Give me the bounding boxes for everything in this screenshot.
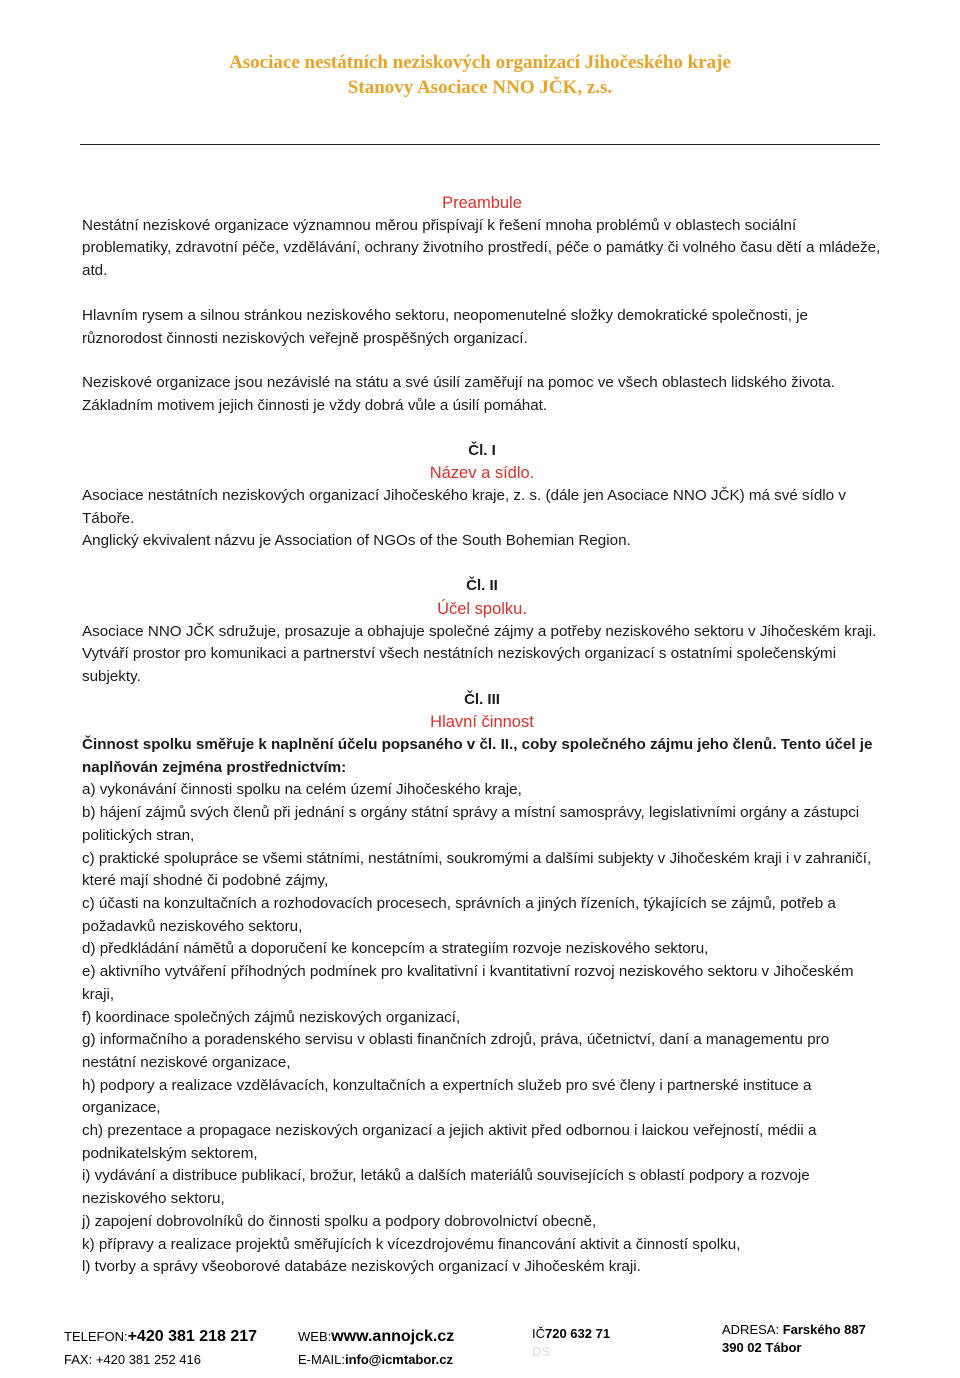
document-footer	[0, 1322, 960, 1378]
header-divider	[80, 144, 880, 145]
footer-fax	[64, 1352, 201, 1367]
preamble-title: Preambule	[442, 194, 522, 212]
preamble-paragraph-2: Hlavním rysem a silnou stránkou neziskového sektoru, neopomenutelné složky demokratické společnosti, je různorodost činnosti neziskových veřejně prospěšných organizací.	[82, 306, 808, 347]
footer-web-label: WEB:	[298, 1329, 332, 1344]
footer-email-link[interactable]: info@icmtabor.cz	[344, 1352, 453, 1367]
footer-phone	[64, 1328, 257, 1346]
footer-email-label: E-MAIL:	[298, 1352, 345, 1367]
footer-phone-value: +420 381 218 217	[127, 1328, 258, 1345]
preamble-paragraph-3: Neziskové organizace jsou nezávislé na státu a své úsilí zaměřují na pomoc ve všech oblastech lidského života. Základním motivem jejich činnosti je vždy dobrá vůle a úsilí pomáhat.	[82, 374, 836, 414]
article-3-number: Čl. III	[464, 690, 500, 708]
article-3-title: Hlavní činnost	[430, 713, 534, 732]
footer-web-link[interactable]: www.annojck.cz	[331, 1328, 455, 1345]
list-item: c) účasti na konzultačních a rozhodovacích procesech, správních a jiných řízeních, týkajících se zájmů, potřeb a požadavků neziskového sektoru,	[82, 894, 836, 935]
article-1-paragraph-2: Anglický ekvivalent názvu je Association of NGOs of the South Bohemian Region.	[82, 532, 631, 550]
article-2-paragraph-1: Asociace NNO JČK sdružuje, prosazuje a obhajuje společné zájmy a potřeby neziskového sektoru v Jihočeském kraji. Vytváří prostor pro komunikaci a partnerství všech nestátních neziskových organizací s ostatními společenskými subjekty.	[82, 622, 877, 685]
list-item: k) přípravy a realizace projektů směřujících k vícezdrojovému financování aktivit a činností spolku,	[82, 1235, 741, 1253]
list-item: l) tvorby a správy všeoborové databáze neziskových organizací v Jihočeském kraji.	[82, 1258, 641, 1276]
footer-ic-label: IČ	[532, 1326, 545, 1341]
footer-ic-value: 720 632 71	[545, 1326, 611, 1341]
document-header	[0, 50, 960, 100]
list-item: i) vydávání a distribuce publikací, brožur, letáků a dalších materiálů souvisejících s oblastí podpory a rozvoje neziskového sektoru,	[82, 1167, 810, 1208]
footer-ds-label: DS	[532, 1344, 551, 1359]
article-1-title: Název a sídlo.	[429, 464, 535, 483]
footer-address-line-2: 390 02 Tábor	[722, 1340, 802, 1355]
list-item: ch) prezentace a propagace neziskových organizací a jejich aktivit před odbornou i laickou veřejností, médii a podnikatelským sektorem,	[82, 1122, 817, 1162]
header-organization-name: Asociace nestátních neziskových organizací Jihočeského kraje	[229, 52, 731, 73]
list-item: h) podpory a realizace vzdělávacích, konzultačních a expertních služeb pro své členy i partnerské instituce a organizace,	[82, 1076, 812, 1117]
list-item: d) předkládání námětů a doporučení ke koncepcím a strategiím rozvoje neziskového sektoru,	[82, 940, 709, 958]
footer-fax-value: +420 381 252 416	[95, 1352, 201, 1367]
footer-email	[298, 1352, 453, 1367]
footer-address-line-2-wrap	[722, 1340, 802, 1355]
list-item: c) praktické spolupráce se všemi státními, nestátními, soukromými a dalšími subjekty v Jihočeském kraji i v zahraničí, které mají shodné či podobné zájmy,	[82, 849, 872, 890]
article-1-paragraph-1: Asociace nestátních neziskových organizací Jihočeského kraje, z. s. (dále jen Asociace NNO JČK) má své sídlo v Táboře.	[82, 487, 846, 527]
footer-ds	[532, 1344, 550, 1359]
list-item: a) vykonávání činnosti spolku na celém území Jihočeského kraje,	[82, 781, 522, 799]
list-item: f) koordinace společných zájmů neziskových organizací,	[82, 1008, 461, 1026]
footer-ic	[532, 1326, 610, 1341]
article-2-number: Čl. II	[466, 577, 498, 595]
list-item: b) hájení zájmů svých členů při jednání s orgány státní správy a místní samosprávy, legislativními orgány a zástupci politických stran,	[82, 804, 860, 844]
header-document-title: Stanovy Asociace NNO JČK, z.s.	[347, 77, 613, 98]
footer-address-line-1: Farského 887	[782, 1322, 866, 1337]
footer-phone-label: TELEFON:	[64, 1329, 128, 1344]
list-item: e) aktivního vytváření příhodných podmínek pro kvalitativní i kvantitativní rozvoj neziskového sektoru v Jihočeském kraji,	[82, 963, 854, 1003]
footer-address-label: ADRESA:	[722, 1322, 780, 1337]
list-item: g) informačního a poradenského servisu v oblasti finančních zdrojů, práva, účetnictví, daní a managementu pro nestátní neziskové organizace,	[82, 1031, 830, 1071]
list-item: j) zapojení dobrovolníků do činnosti spolku a podpory dobrovolnictví obecně,	[82, 1212, 597, 1230]
document-body	[82, 192, 882, 1279]
footer-web	[298, 1328, 454, 1346]
article-2-title: Účel spolku.	[437, 599, 527, 618]
article-3-intro: Činnost spolku směřuje k naplnění účelu popsaného v čl. II., coby společného zájmu jeho členů. Tento účel je naplňován zejména prostřednictvím:	[82, 736, 873, 776]
footer-address	[722, 1322, 866, 1337]
preamble-paragraph-1: Nestátní neziskové organizace významnou měrou přispívají k řešení mnoha problémů v oblastech sociální problematiky, zdravotní péče, vzdělávání, ochrany životního prostředí, péče o památky či volného času dětí a mládeže, atd.	[82, 216, 881, 280]
footer-fax-label: FAX:	[64, 1352, 93, 1367]
article-1-number: Čl. I	[468, 441, 496, 459]
